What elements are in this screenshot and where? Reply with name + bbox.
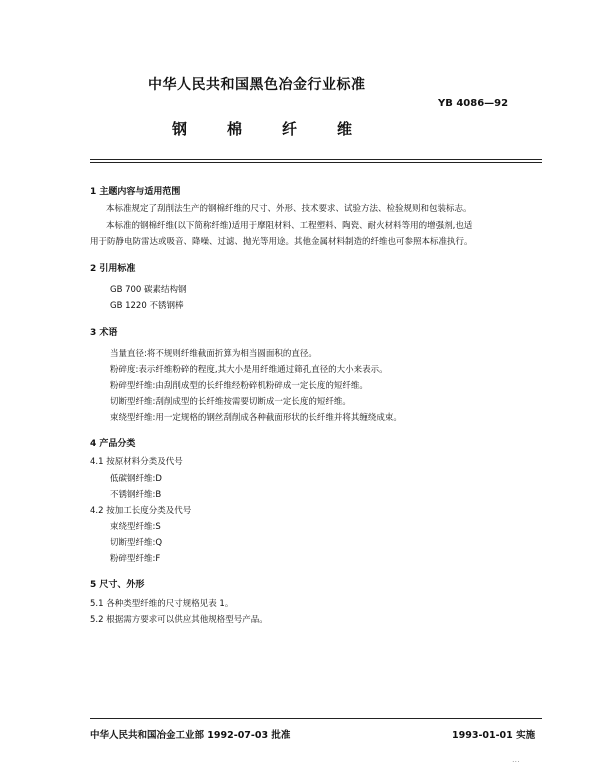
classification-item: 不锈钢纤维:B xyxy=(110,490,162,500)
title-char: 维 xyxy=(337,120,353,138)
page-mark: ... xyxy=(512,755,520,764)
section-5-heading: 5 尺寸、外形 xyxy=(90,580,145,590)
title-char: 钢 xyxy=(172,120,188,138)
reference-item: GB 700 碳素结构钢 xyxy=(110,285,187,295)
section-5-item: 5.2 根据需方要求可以供应其他规格型号产品。 xyxy=(90,615,268,625)
subsection-4-2: 4.2 按加工长度分类及代号 xyxy=(90,506,192,516)
section-1-paragraph-2-line-2: 用于防静电防雷达或吸音、降噪、过滤、抛光等用途。其他金属材料制造的纤维也可参照本标准执行。 xyxy=(90,237,473,247)
title-char: 纤 xyxy=(282,120,298,138)
section-4-heading: 4 产品分类 xyxy=(90,439,136,449)
section-5-item: 5.1 各种类型纤维的尺寸规格见表 1。 xyxy=(90,599,234,609)
document-title xyxy=(172,118,392,139)
classification-item: 束绕型纤维:S xyxy=(110,522,161,532)
classification-item: 切断型纤维:Q xyxy=(110,538,163,548)
standard-title: 中华人民共和国黑色冶金行业标准 xyxy=(148,77,366,93)
term-item: 切断型纤维:刮削成型的长纤维按需要切断成一定长度的短纤维。 xyxy=(110,397,351,407)
section-1-paragraph-1: 本标准规定了刮削法生产的钢棉纤维的尺寸、外形、技术要求、试验方法、检验规则和包装标志。 xyxy=(106,204,472,214)
section-3-heading: 3 术语 xyxy=(90,328,118,338)
classification-item: 粉碎型纤维:F xyxy=(110,554,161,564)
top-divider xyxy=(90,159,542,160)
term-item: 束绕型纤维:用一定规格的钢丝刮削成各种截面形状的长纤维并将其缠绕成束。 xyxy=(110,413,402,423)
top-divider-second xyxy=(90,162,542,163)
section-2-heading: 2 引用标准 xyxy=(90,264,136,274)
title-char: 棉 xyxy=(227,120,243,138)
reference-item: GB 1220 不锈钢棒 xyxy=(110,301,184,311)
term-item: 粉碎度:表示纤维粉碎的程度,其大小是用纤维通过筛孔直径的大小来表示。 xyxy=(110,365,388,375)
standard-code: YB 4086—92 xyxy=(438,98,509,109)
implementation-date: 1993-01-01 实施 xyxy=(452,730,536,741)
approval-line: 中华人民共和国冶金工业部 1992-07-03 批准 xyxy=(90,730,291,741)
bottom-divider xyxy=(90,718,542,719)
classification-item: 低碳钢纤维:D xyxy=(110,474,162,484)
term-item: 粉碎型纤维:由刮削成型的长纤维经粉碎机粉碎成一定长度的短纤维。 xyxy=(110,381,368,391)
subsection-4-1: 4.1 按原材料分类及代号 xyxy=(90,457,183,467)
term-item: 当量直径:将不规则纤维截面折算为相当圆面积的直径。 xyxy=(110,349,317,359)
section-1-paragraph-2-line-1: 本标准的钢棉纤维(以下简称纤维)适用于摩阻材料、工程塑料、陶瓷、耐火材料等用的增强剂,也适 xyxy=(106,221,473,231)
section-1-heading: 1 主题内容与适用范围 xyxy=(90,187,181,197)
